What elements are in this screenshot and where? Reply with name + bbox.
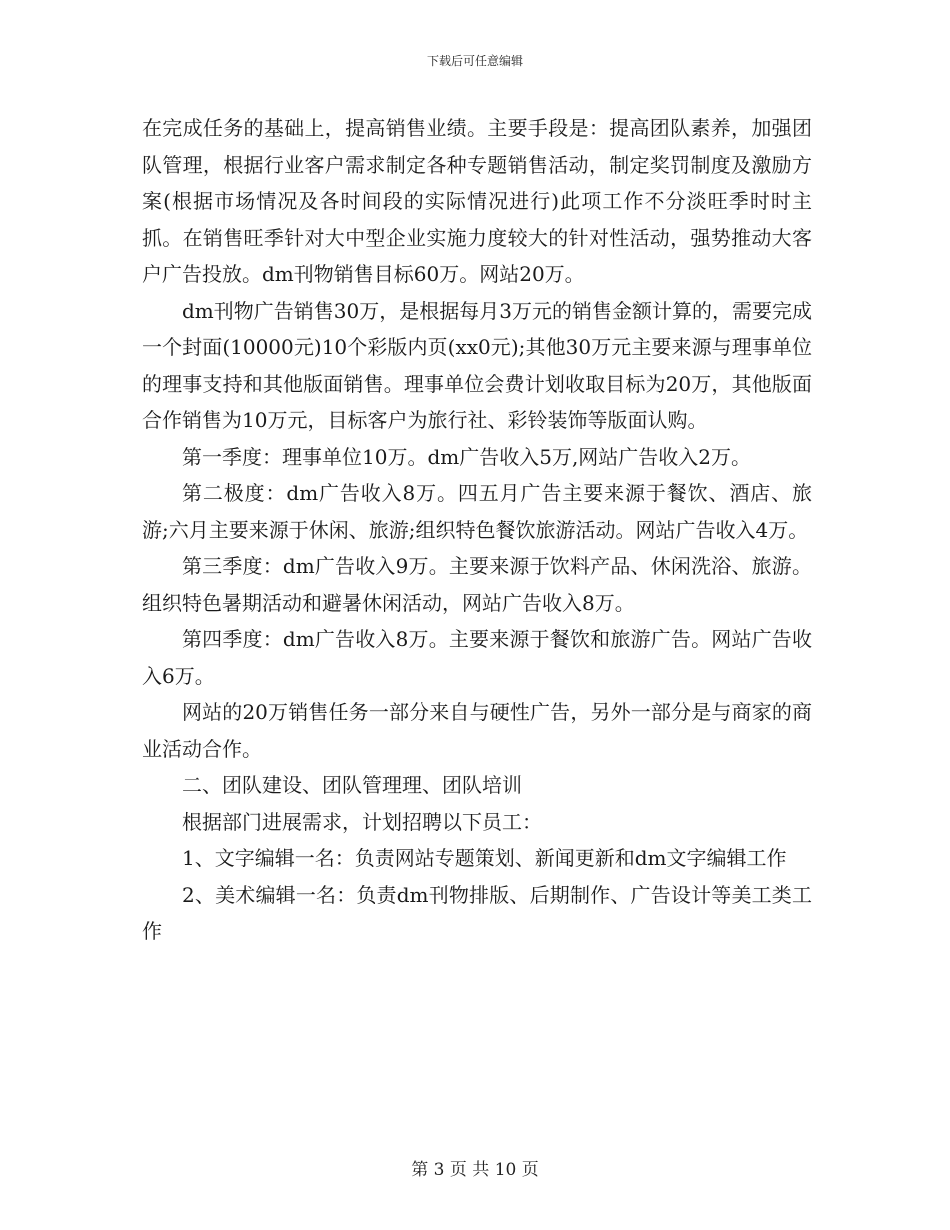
paragraph: 网站的20万销售任务一部分来自与硬性广告，另外一部分是与商家的商业活动合作。 — [142, 700, 812, 761]
document-body — [142, 110, 812, 950]
paragraph: 第四季度：dm广告收入8万。主要来源于餐饮和旅游广告。网站广告收入6万。 — [142, 627, 812, 688]
page-header: 下载后可任意编辑 — [426, 54, 523, 68]
paragraph: 第三季度：dm广告收入9万。主要来源于饮料产品、休闲洗浴、旅游。组织特色暑期活动和避暑休闲活动，网站广告收入8万。 — [142, 554, 812, 615]
paragraph: 在完成任务的基础上，提高销售业绩。主要手段是：提高团队素养，加强团队管理，根据行业客户需求制定各种专题销售活动，制定奖罚制度及激励方案(根据市场情况及各时间段的实际情况进行)此项工作不分淡旺季时时主抓。在销售旺季针对大中型企业实施力度较大的针对性活动，强势推动大客户广告投放。dm刊物销售目标60万。网站20万。 — [142, 116, 812, 286]
list-item: 1、文字编辑一名：负责网站专题策划、新闻更新和dm文字编辑工作 — [182, 846, 787, 870]
list-item: 2、美术编辑一名：负责dm刊物排版、后期制作、广告设计等美工类工作 — [142, 882, 812, 943]
paragraph: 第二极度：dm广告收入8万。四五月广告主要来源于餐饮、酒店、旅游;六月主要来源于休闲、旅游;组织特色餐饮旅游活动。网站广告收入4万。 — [142, 481, 812, 542]
paragraph: 第一季度：理事单位10万。dm广告收入5万,网站广告收入2万。 — [182, 444, 752, 469]
paragraph: 根据部门进展需求，计划招聘以下员工： — [182, 809, 542, 834]
page-number: 第 3 页 共 10 页 — [411, 1160, 539, 1180]
paragraph: dm刊物广告销售30万，是根据每月3万元的销售金额计算的，需要完成一个封面(10000元)10个彩版内页(xx0元);其他30万元主要来源与理事单位的理事支持和其他版面销售。理事单位会费计划收取目标为20万，其他版面合作销售为10万元，目标客户为旅行社、彩铃装饰等版面认购。 — [142, 298, 812, 432]
section-heading: 二、团队建设、团队管理理、团队培训 — [182, 773, 522, 797]
